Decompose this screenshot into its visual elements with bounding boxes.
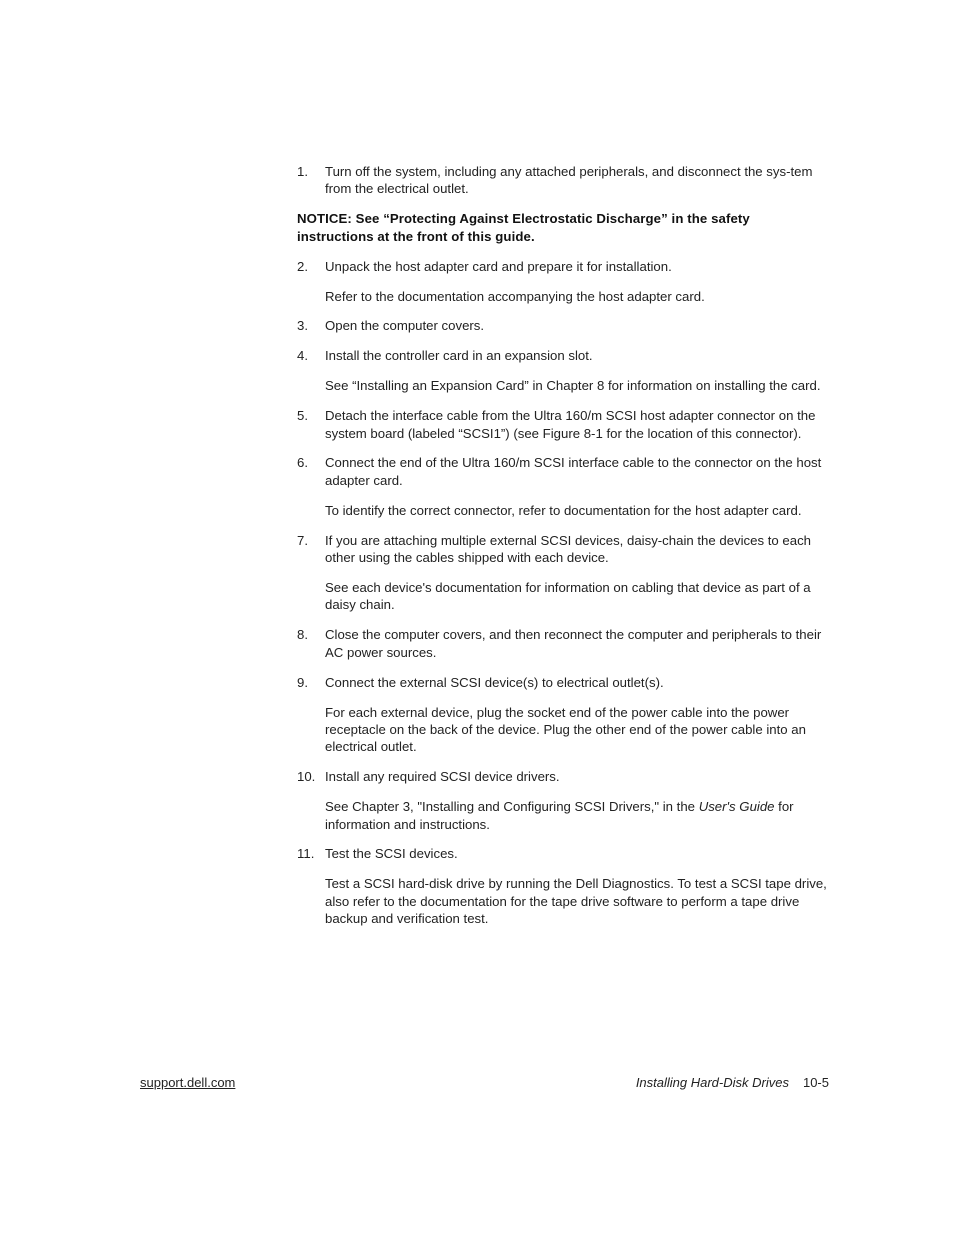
step-number: 4. (297, 348, 308, 364)
step-7 (297, 532, 829, 614)
step-note: Test a SCSI hard-disk drive by running the Dell Diagnostics. To test a SCSI tape drive, also refer to the documentation for the tape drive software to perform a tape drive backup and verification test. (325, 876, 827, 927)
step-1 (297, 163, 829, 198)
note-text-end: for information and instructions. (325, 799, 794, 832)
step-number: 8. (297, 627, 308, 643)
step-text: Install any required SCSI device drivers. (325, 769, 560, 785)
step-10 (297, 768, 829, 833)
step-note: Refer to the documentation accompanying the host adapter card. (325, 288, 705, 304)
step-number: 11. (297, 846, 315, 862)
step-number: 6. (297, 455, 308, 471)
page-number: 10-5 (802, 1075, 829, 1090)
step-text: Close the computer covers, and then reconnect the computer and peripherals to their AC power sources. (325, 627, 822, 660)
page-footer (636, 1074, 829, 1091)
step-number: 1. (297, 164, 308, 179)
support-link[interactable]: support.dell.com (140, 1075, 236, 1090)
step-5 (297, 407, 829, 442)
step-8 (297, 626, 829, 661)
step-text: Connect the external SCSI device(s) to electrical outlet(s). (325, 674, 664, 690)
step-text: Open the computer covers. (325, 318, 485, 334)
step-6 (297, 454, 829, 519)
step-number: 7. (297, 532, 308, 548)
step-11 (297, 845, 829, 927)
step-number: 10. (297, 769, 316, 785)
step-note: See each device's documentation for information on cabling that device as part of a daisy chain. (325, 580, 811, 613)
step-note (325, 798, 829, 833)
notice: NOTICE: See “Protecting Against Electrostatic Discharge” in the safety instructions at the front of this guide. (297, 211, 750, 244)
note-text-start: See Chapter 3, "Installing and Configuring SCSI Drivers," in the (325, 799, 699, 815)
section-title: Installing Hard-Disk Drives (635, 1075, 789, 1090)
step-note: To identify the correct connector, refer to documentation for the host adapter card. (325, 502, 802, 518)
step-number: 5. (297, 408, 308, 424)
step-text: If you are attaching multiple external SCSI devices, daisy-chain the devices to each other using the cables shipped with each device. (325, 532, 811, 566)
step-9 (297, 674, 829, 756)
step-note: See “Installing an Expansion Card” in Chapter 8 for information on installing the card. (325, 378, 821, 394)
step-4 (297, 347, 829, 394)
step-3 (297, 317, 829, 334)
step-text: Detach the interface cable from the Ultra 160/m SCSI host adapter connector on the system board (labeled “SCSI1”) (see Figure 8-1 for the location of this connector). (325, 408, 816, 441)
step-text: Connect the end of the Ultra 160/m SCSI interface cable to the connector on the host adapter card. (325, 455, 822, 488)
step-note: For each external device, plug the socket end of the power cable into the power receptacle on the back of the device. Plug the other end of the power cable into an electrical outlet. (325, 704, 806, 755)
instructions (297, 163, 829, 940)
step-2 (297, 258, 829, 305)
step-number: 2. (297, 258, 308, 274)
step-number: 9. (297, 674, 308, 690)
step-text: Install the controller card in an expansion slot. (325, 348, 593, 364)
step-number: 3. (297, 318, 308, 334)
step-text: Unpack the host adapter card and prepare it for installation. (325, 258, 672, 274)
step-text: Turn off the system, including any attached peripherals, and disconnect the sys-tem from the electrical outlet. (325, 164, 813, 197)
step-text: Test the SCSI devices. (325, 846, 458, 862)
users-guide-title: User's Guide (698, 799, 775, 815)
